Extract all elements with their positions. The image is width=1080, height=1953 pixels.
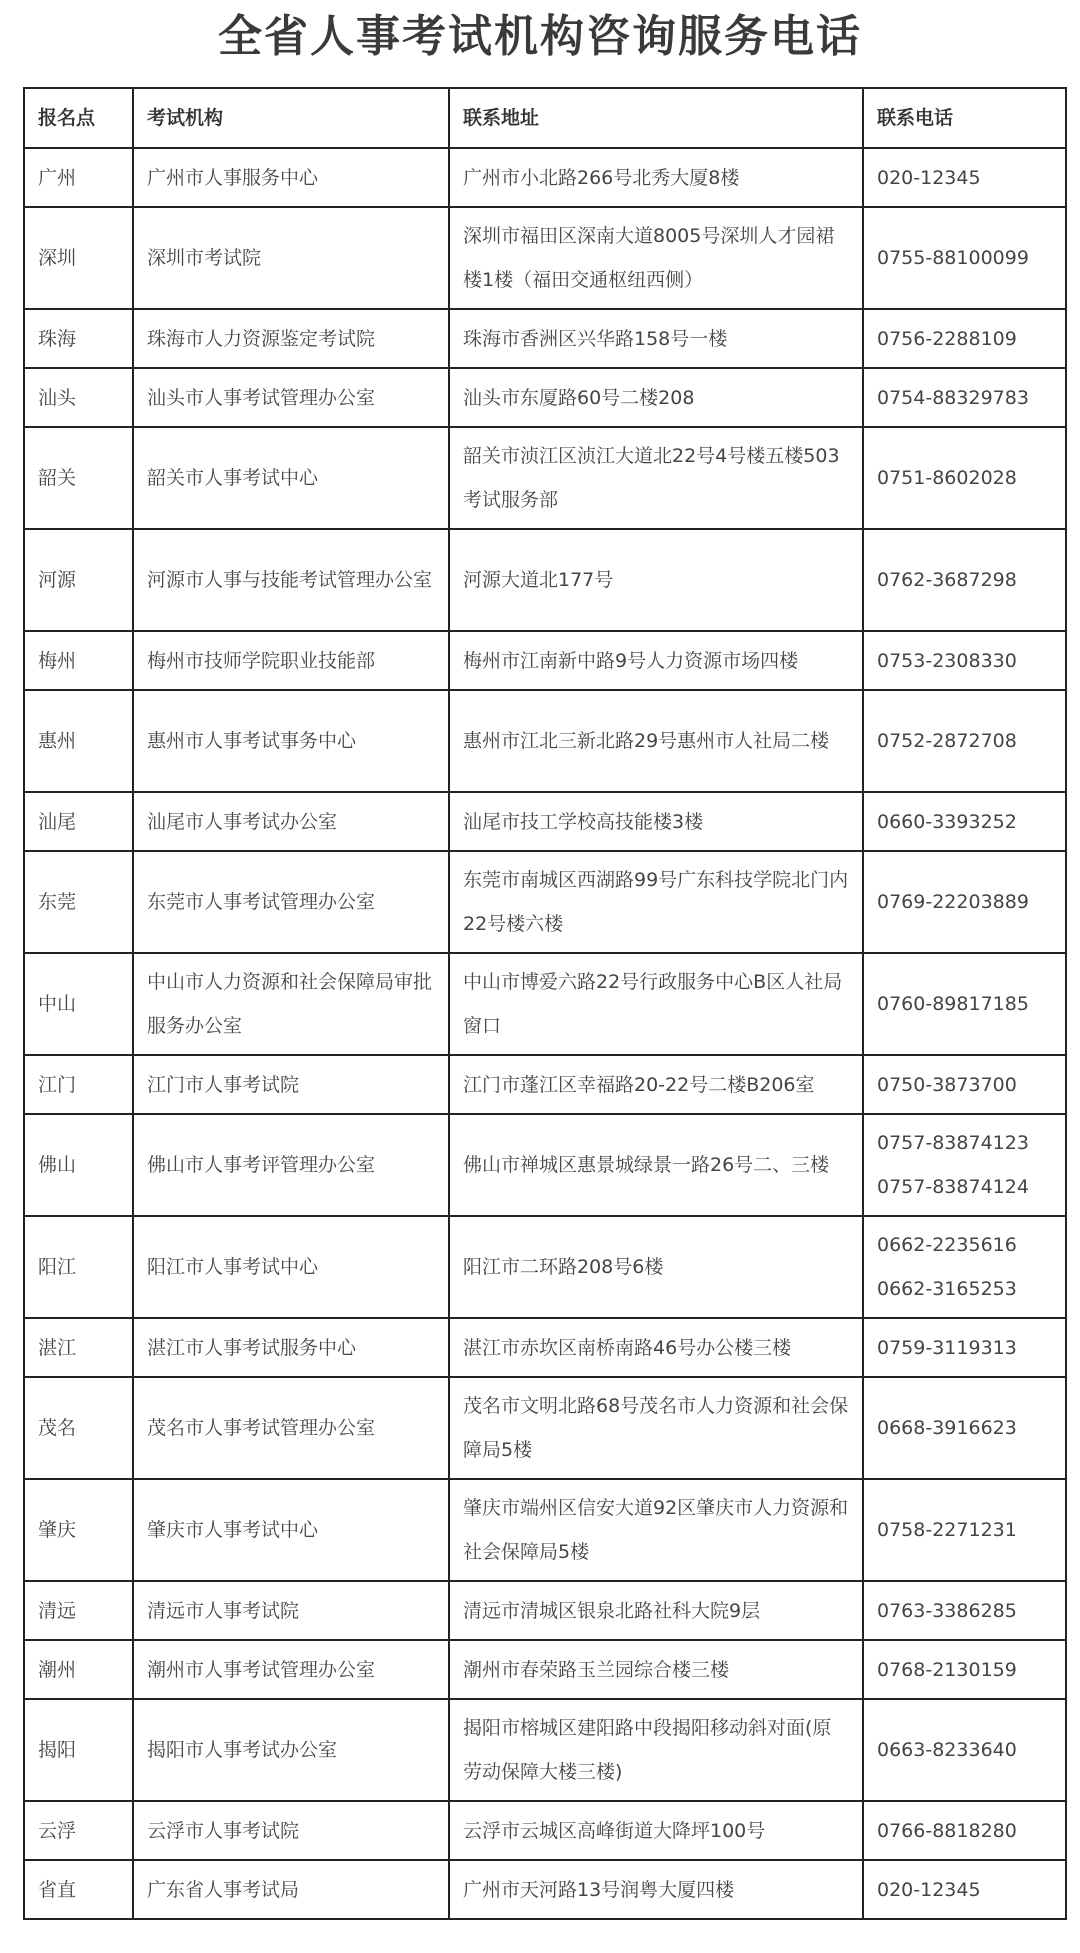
cell-address: 深圳市福田区深南大道8005号深圳人才园裙楼1楼（福田交通枢纽西侧） [449, 207, 863, 309]
cell-city: 梅州 [24, 631, 133, 690]
cell-city: 江门 [24, 1055, 133, 1114]
cell-address: 梅州市江南新中路9号人力资源市场四楼 [449, 631, 863, 690]
phone-number: 0756-2288109 [877, 327, 1017, 350]
cell-agency: 茂名市人事考试管理办公室 [133, 1377, 449, 1479]
cell-city: 深圳 [24, 207, 133, 309]
table-row [24, 529, 1066, 631]
phone-number: 0660-3393252 [877, 810, 1017, 833]
cell-city: 揭阳 [24, 1699, 133, 1801]
cell-address: 云浮市云城区高峰街道大降坪100号 [449, 1801, 863, 1860]
table-row [24, 631, 1066, 690]
cell-agency: 惠州市人事考试事务中心 [133, 690, 449, 792]
cell-address: 汕尾市技工学校高技能楼3楼 [449, 792, 863, 851]
cell-address: 韶关市浈江区浈江大道北22号4号楼五楼503考试服务部 [449, 427, 863, 529]
contact-table [23, 87, 1067, 1920]
phone-number: 020-12345 [877, 1878, 981, 1901]
cell-city: 汕尾 [24, 792, 133, 851]
cell-phone [863, 1801, 1066, 1860]
cell-city: 东莞 [24, 851, 133, 953]
cell-phone [863, 1216, 1066, 1318]
cell-agency: 汕尾市人事考试办公室 [133, 792, 449, 851]
cell-agency: 河源市人事与技能考试管理办公室 [133, 529, 449, 631]
cell-phone [863, 851, 1066, 953]
table-row [24, 1801, 1066, 1860]
cell-phone [863, 207, 1066, 309]
table-row [24, 309, 1066, 368]
cell-phone [863, 1640, 1066, 1699]
cell-phone [863, 1699, 1066, 1801]
cell-address: 江门市蓬江区幸福路20-22号二楼B206室 [449, 1055, 863, 1114]
table-row [24, 1318, 1066, 1377]
cell-address: 佛山市禅城区惠景城绿景一路26号二、三楼 [449, 1114, 863, 1216]
phone-number: 0760-89817185 [877, 993, 1029, 1015]
table-row [24, 1640, 1066, 1699]
phone-number: 0763-3386285 [877, 1599, 1017, 1622]
phone-number: 0754-88329783 [877, 386, 1029, 409]
phone-number: 0766-8818280 [877, 1819, 1017, 1842]
cell-address: 肇庆市端州区信安大道92区肇庆市人力资源和社会保障局5楼 [449, 1479, 863, 1581]
cell-phone [863, 368, 1066, 427]
cell-agency: 揭阳市人事考试办公室 [133, 1699, 449, 1801]
cell-city: 中山 [24, 953, 133, 1055]
cell-agency: 广东省人事考试局 [133, 1860, 449, 1919]
cell-phone [863, 1581, 1066, 1640]
cell-city: 汕头 [24, 368, 133, 427]
cell-city: 珠海 [24, 309, 133, 368]
cell-city: 佛山 [24, 1114, 133, 1216]
cell-agency: 肇庆市人事考试中心 [133, 1479, 449, 1581]
cell-address: 广州市小北路266号北秀大厦8楼 [449, 148, 863, 207]
cell-phone [863, 1479, 1066, 1581]
cell-agency: 云浮市人事考试院 [133, 1801, 449, 1860]
cell-phone [863, 1055, 1066, 1114]
cell-phone [863, 690, 1066, 792]
phone-number: 0751-8602028 [877, 467, 1017, 489]
cell-phone [863, 1114, 1066, 1216]
phone-number: 0662-3165253 [877, 1278, 1017, 1300]
table-row [24, 1860, 1066, 1919]
cell-agency: 中山市人力资源和社会保障局审批服务办公室 [133, 953, 449, 1055]
cell-phone [863, 309, 1066, 368]
cell-city: 湛江 [24, 1318, 133, 1377]
cell-address: 汕头市东厦路60号二楼208 [449, 368, 863, 427]
cell-agency: 东莞市人事考试管理办公室 [133, 851, 449, 953]
table-row [24, 1699, 1066, 1801]
cell-agency: 广州市人事服务中心 [133, 148, 449, 207]
header-city: 报名点 [24, 88, 133, 148]
phone-number: 0755-88100099 [877, 247, 1029, 269]
cell-agency: 珠海市人力资源鉴定考试院 [133, 309, 449, 368]
table-row [24, 1055, 1066, 1114]
cell-address: 阳江市二环路208号6楼 [449, 1216, 863, 1318]
cell-city: 茂名 [24, 1377, 133, 1479]
table-row [24, 368, 1066, 427]
cell-address: 珠海市香洲区兴华路158号一楼 [449, 309, 863, 368]
cell-agency: 江门市人事考试院 [133, 1055, 449, 1114]
phone-number: 0663-8233640 [877, 1739, 1017, 1761]
cell-city: 肇庆 [24, 1479, 133, 1581]
cell-city: 韶关 [24, 427, 133, 529]
table-row [24, 1114, 1066, 1216]
phone-number: 0769-22203889 [877, 891, 1029, 913]
cell-agency: 湛江市人事考试服务中心 [133, 1318, 449, 1377]
cell-city: 河源 [24, 529, 133, 631]
cell-address: 中山市博爱六路22号行政服务中心B区人社局窗口 [449, 953, 863, 1055]
cell-phone [863, 792, 1066, 851]
table-row [24, 953, 1066, 1055]
table-row [24, 427, 1066, 529]
cell-agency: 清远市人事考试院 [133, 1581, 449, 1640]
cell-agency: 阳江市人事考试中心 [133, 1216, 449, 1318]
cell-city: 清远 [24, 1581, 133, 1640]
phone-number: 0752-2872708 [877, 730, 1017, 752]
cell-phone [863, 529, 1066, 631]
cell-agency: 潮州市人事考试管理办公室 [133, 1640, 449, 1699]
table-body [24, 148, 1066, 1919]
cell-city: 广州 [24, 148, 133, 207]
phone-number: 020-12345 [877, 166, 981, 189]
phone-number: 0758-2271231 [877, 1519, 1017, 1541]
phone-number: 0757-83874124 [877, 1176, 1029, 1198]
phone-number: 0762-3687298 [877, 569, 1017, 591]
cell-city: 云浮 [24, 1801, 133, 1860]
cell-phone [863, 1318, 1066, 1377]
header-agency: 考试机构 [133, 88, 449, 148]
table-row [24, 207, 1066, 309]
table-row [24, 690, 1066, 792]
table-row [24, 851, 1066, 953]
phone-number: 0768-2130159 [877, 1658, 1017, 1681]
phone-number: 0668-3916623 [877, 1417, 1017, 1439]
cell-address: 惠州市江北三新北路29号惠州市人社局二楼 [449, 690, 863, 792]
table-row [24, 792, 1066, 851]
phone-number: 0750-3873700 [877, 1073, 1017, 1096]
cell-agency: 深圳市考试院 [133, 207, 449, 309]
cell-address: 清远市清城区银泉北路社科大院9层 [449, 1581, 863, 1640]
cell-city: 潮州 [24, 1640, 133, 1699]
cell-address: 湛江市赤坎区南桥南路46号办公楼三楼 [449, 1318, 863, 1377]
table-row [24, 1216, 1066, 1318]
cell-agency: 韶关市人事考试中心 [133, 427, 449, 529]
table-header-row [24, 88, 1066, 148]
cell-phone [863, 631, 1066, 690]
table-row [24, 1581, 1066, 1640]
table-row [24, 1479, 1066, 1581]
cell-address: 潮州市春荣路玉兰园综合楼三楼 [449, 1640, 863, 1699]
cell-phone [863, 1860, 1066, 1919]
cell-city: 阳江 [24, 1216, 133, 1318]
table-row [24, 1377, 1066, 1479]
table-row [24, 148, 1066, 207]
cell-agency: 梅州市技师学院职业技能部 [133, 631, 449, 690]
cell-address: 河源大道北177号 [449, 529, 863, 631]
phone-number: 0759-3119313 [877, 1336, 1017, 1359]
cell-city: 省直 [24, 1860, 133, 1919]
cell-phone [863, 148, 1066, 207]
cell-address: 茂名市文明北路68号茂名市人力资源和社会保障局5楼 [449, 1377, 863, 1479]
cell-address: 东莞市南城区西湖路99号广东科技学院北门内22号楼六楼 [449, 851, 863, 953]
cell-agency: 汕头市人事考试管理办公室 [133, 368, 449, 427]
header-phone: 联系电话 [863, 88, 1066, 148]
header-address: 联系地址 [449, 88, 863, 148]
cell-agency: 佛山市人事考评管理办公室 [133, 1114, 449, 1216]
phone-number: 0662-2235616 [877, 1234, 1017, 1256]
cell-phone [863, 427, 1066, 529]
phone-number: 0757-83874123 [877, 1132, 1029, 1154]
cell-phone [863, 1377, 1066, 1479]
cell-address: 广州市天河路13号润粤大厦四楼 [449, 1860, 863, 1919]
page-title: 全省人事考试机构咨询服务电话 [218, 11, 862, 62]
phone-number: 0753-2308330 [877, 649, 1017, 672]
cell-phone [863, 953, 1066, 1055]
cell-address: 揭阳市榕城区建阳路中段揭阳移动斜对面(原劳动保障大楼三楼) [449, 1699, 863, 1801]
cell-city: 惠州 [24, 690, 133, 792]
